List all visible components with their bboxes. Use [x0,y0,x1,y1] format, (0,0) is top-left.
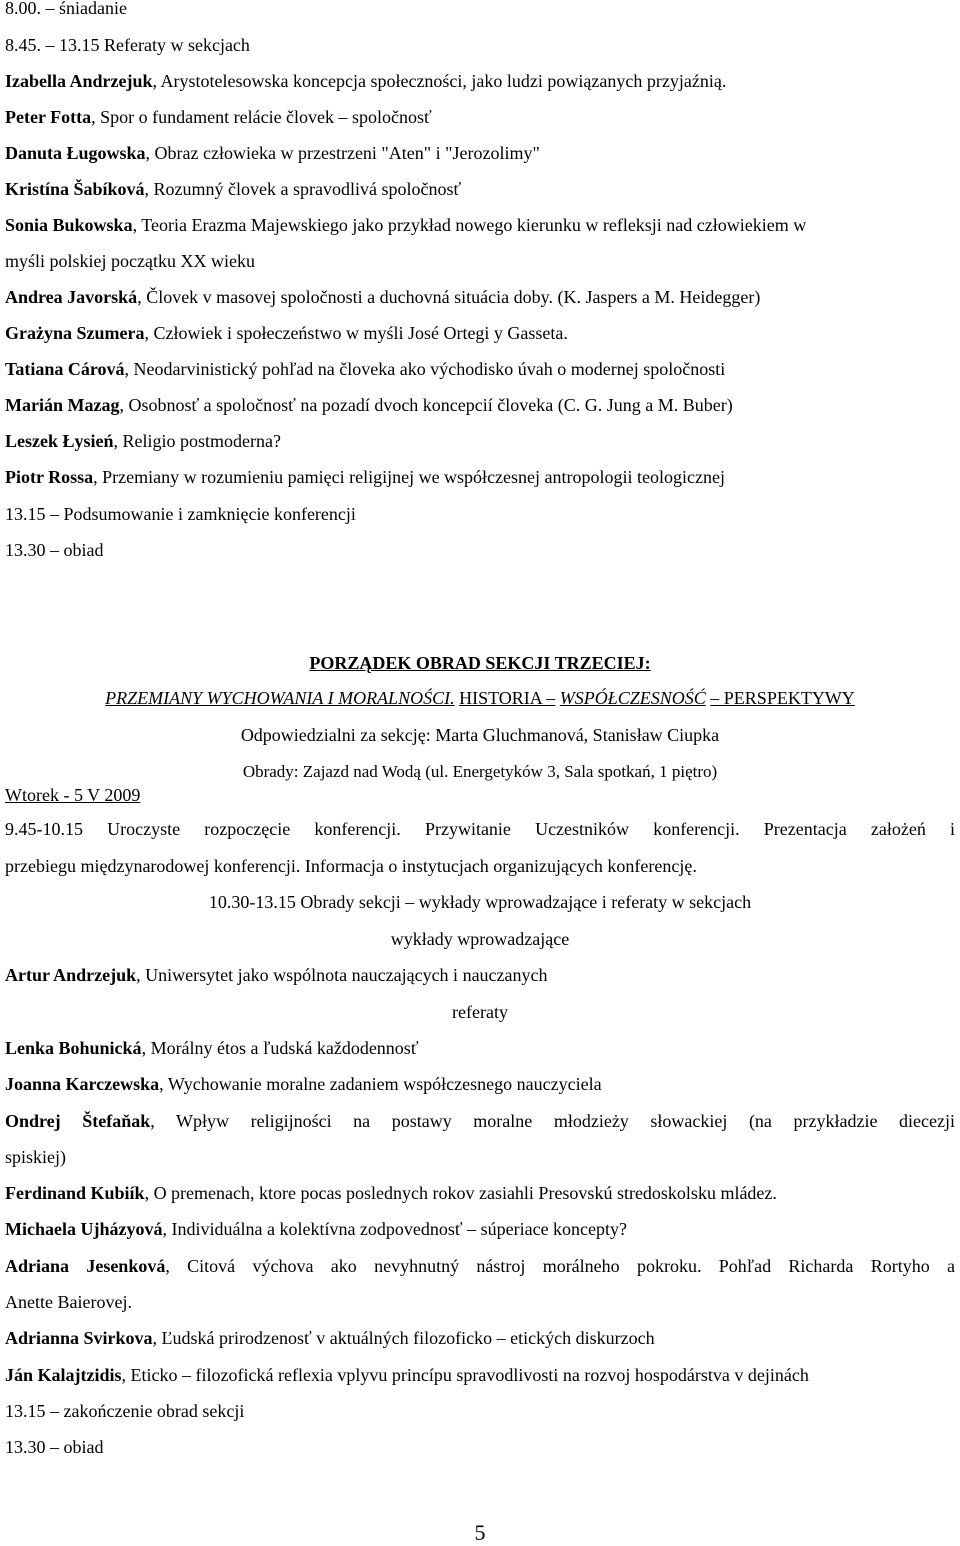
paper-entry [5,394,955,416]
paper-title: , Individuálna a kolektívna zodpovednosť – súperiace koncepty? [162,1219,628,1239]
subtitle-perspektywy: – PERSPEKTYWY [710,688,855,708]
author-name: Adriana Jesenková [5,1256,166,1276]
paper-entry [5,430,955,452]
paper-entry [5,178,955,200]
author-name: Leszek Łysień [5,431,114,451]
subtitle-historia: HISTORIA – [459,688,556,708]
paper-entry [5,1327,955,1349]
paper-entry [5,142,955,164]
paper-entry [5,1037,955,1059]
author-name: Kristína Šabíková [5,179,145,199]
paper-title: , Človek v masovej spoločnosti a duchovná situácia doby. (K. Jaspers a M. Heidegger) [137,287,761,307]
time-lunch: 13.30 – obiad [5,1437,104,1457]
paper-entry [5,322,955,344]
time-closing: 13.15 – Podsumowanie i zamknięcie konferencji [5,504,356,524]
paper-title: , Citová výchova ako nevyhnutný nástroj morálneho pokroku. Pohľad Richarda Rortyho a [165,1256,956,1276]
sessions-line: 10.30-13.15 Obrady sekcji – wykłady wprowadzające i referaty w sekcjach [208,892,752,912]
paper-title: , Neodarvinistický pohľad na človeka ako východisko úvah o modernej spoločnosti [124,359,726,379]
paper-title: , Rozumný človek a spravodlivá spoločnosť [144,179,462,199]
author-name: Piotr Rossa [5,467,94,487]
paper-title: , Morálny étos a ľudská každodennosť [141,1038,419,1058]
paper-title: , O premenach, ktore pocas poslednych rokov zasiahli Presovskú stredoskolsku mládez. [144,1183,777,1203]
time-closing: 13.15 – zakończenie obrad sekcji [5,1401,245,1421]
paper-entry [5,1255,955,1277]
paper-entry [5,214,955,236]
time-lunch: 13.30 – obiad [5,540,104,560]
author-name: Izabella Andrzejuk [5,71,153,91]
author-name: Sonia Bukowska [5,215,133,235]
paper-entry-continued: myśli polskiej początku XX wieku [5,251,255,271]
author-name: Andrea Javorská [5,287,138,307]
section-responsible: Odpowiedzialni za sekcję: Marta Gluchmanová, Stanisław Ciupka [240,725,720,745]
author-name: Grażyna Szumera [5,323,145,343]
author-name: Ondrej Štefaňak [5,1111,151,1131]
paper-entry [5,1218,955,1240]
paper-title: , Teoria Erazma Majewskiego jako przykład nowego kierunku w refleksji nad człowiekiem w [132,215,807,235]
paper-entry [5,358,955,380]
author-name: Michaela Ujházyová [5,1219,163,1239]
author-name: Peter Fotta [5,107,92,127]
paper-title: , Religio postmoderna? [113,431,281,451]
paper-title: , Wpływ religijności na postawy moralne młodzieży słowackiej (na przykładzie diecezji [150,1111,955,1131]
subtitle-theme: PRZEMIANY WYCHOWANIA I MORALNOŚCI. [105,688,455,708]
paper-entry [5,106,955,128]
paper-entry-continued: Anette Baierovej. [5,1292,132,1312]
lectures-header: wykłady wprowadzające [390,929,570,949]
date-label: Wtorek - 5 V 2009 [5,785,141,805]
author-name: Adrianna Svirkova [5,1328,153,1348]
paper-entry [5,286,955,308]
time-papers: 8.45. – 13.15 Referaty w sekcjach [5,35,250,55]
paper-title: , Człowiek i społeczeństwo w myśli José Ortegi y Gasseta. [144,323,568,343]
papers-header: referaty [452,1002,508,1022]
paper-entry [5,70,955,92]
opening-line-2: przebiegu międzynarodowej konferencji. Informacja o instytucjach organizujących konferencję. [5,856,697,876]
paper-entry [5,1182,955,1204]
author-name: Marián Mazag [5,395,120,415]
author-name: Joanna Karczewska [5,1074,160,1094]
time-breakfast: 8.00. – śniadanie [5,0,127,18]
paper-title: , Arystotelesowska koncepcja społeczności, jako ludzi powiązanych przyjaźnią. [152,71,727,91]
paper-title: , Przemiany w rozumieniu pamięci religijnej we współczesnej antropologii teologicznej [93,467,725,487]
paper-title: , Ľudská prirodzenosť v aktuálných filozoficko – etických diskurzoch [152,1328,655,1348]
paper-title: , Wychowanie moralne zadaniem współczesnego nauczyciela [159,1074,602,1094]
section-subtitle [0,687,960,709]
paper-title: , Osobnosť a spoločnosť na pozadí dvoch koncepcií človeka (C. G. Jung a M. Buber) [119,395,733,415]
paper-entry [5,1364,955,1386]
author-name: Tatiana Cárová [5,359,125,379]
paper-entry [5,1073,955,1095]
author-name: Ján Kalajtzidis [5,1365,122,1385]
section-title: PORZĄDEK OBRAD SEKCJI TRZECIEJ: [309,653,651,673]
page-number: 5 [474,1520,486,1545]
lecture-entry [5,964,955,986]
author-name: Ferdinand Kubiík [5,1183,145,1203]
paper-entry-continued: spiskiej) [5,1147,66,1167]
section-venue: Obrady: Zajazd nad Wodą (ul. Energetyków 3, Sala spotkań, 1 piętro) [242,762,718,781]
paper-entry [5,1110,955,1132]
section-date [5,784,955,806]
paper-entry [5,466,955,488]
author-name: Danuta Ługowska [5,143,146,163]
author-name: Lenka Bohunická [5,1038,142,1058]
opening-line-1: 9.45-10.15 Uroczyste rozpoczęcie konferencji. Przywitanie Uczestników konferencji. Prezentacja założeń i [5,819,955,839]
lecture-title: , Uniwersytet jako wspólnota nauczających i nauczanych [136,965,548,985]
paper-title: , Eticko – filozofická reflexia vplyvu princípu spravodlivosti na rozvoj hospodárstva v dejinách [121,1365,809,1385]
paper-title: , Obraz człowieka w przestrzeni "Aten" i "Jerozolimy" [145,143,540,163]
paper-title: , Spor o fundament relácie človek – spoločnosť [91,107,432,127]
subtitle-wspolczesnosc: WSPÓŁCZESNOŚĆ [559,688,706,708]
author-name: Artur Andrzejuk [5,965,137,985]
